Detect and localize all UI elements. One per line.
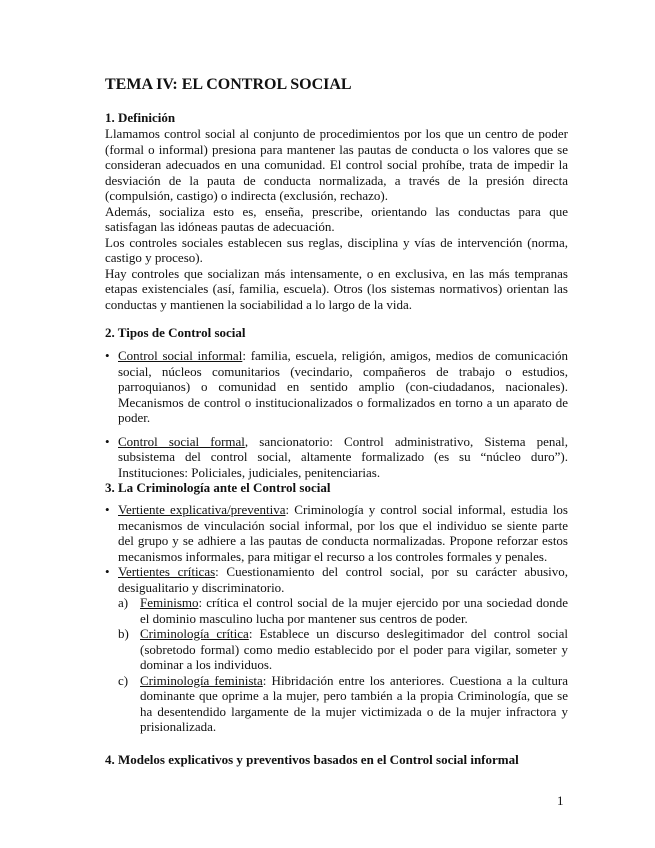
section-2-list [105,348,569,480]
paragraph: Los controles sociales establecen sus reglas, disciplina y vías de intervención (norma, castigo y proceso). [105,234,568,265]
item-term: Criminología crítica [140,626,249,641]
item-text: : Cuestionamiento del control social, por su carácter abusivo, desigualitario y discriminatorio. [118,564,569,595]
item-letter: a) [118,595,129,610]
item-text: : Establece un discurso deslegitimador del control social (sobretodo formal) como medio establecido por el poder para vigilar, someter y dominar a los individuos. [140,626,568,672]
section-3-list [105,502,569,735]
document-title: TEMA IV: EL CONTROL SOCIAL [105,76,352,93]
paragraph: Hay controles que socializan más intensamente, o en exclusiva, en las más tempranas etapas existenciales (así, familia, escuela). Otros (los sistemas normativos) orientan las conductas y mantienen la sociabilidad a lo largo de la vida. [105,265,568,312]
item-term: Vertiente explicativa/preventiva [118,502,286,517]
section-1-body [105,126,568,312]
section-2-heading: 2. Tipos de Control social [105,325,246,340]
item-term: Criminología feminista [140,672,263,688]
section-3-heading: 3. La Criminología ante el Control social [105,480,331,495]
section-4-heading: 4. Modelos explicativos y preventivos basados en el Control social informal [105,752,519,767]
item-text: : Criminología y control social informal, estudia los mecanismos de vinculación social informal, por los que el individuo se siente parte del grupo y se adhiere a las pautas de conducta normalizadas. Propone reforzar estos mecanismos informales, para mitigar el recurso a los controles formales y penales. [118,502,568,564]
item-letter: b) [118,626,129,641]
paragraph: Llamamos control social al conjunto de procedimientos por los que un centro de poder (formal o informal) presiona para mantener las pautas de conducta o los valores que se consideran adecuados en una comunidad. El control social prohíbe, trata de impedir la desviación de la pauta de conducta normalizada, a través de la presión directa (compulsión, castigo) o indirecta (exclusión, rechazo). [105,126,568,203]
page-number: 1 [557,793,564,808]
list-item: • Vertientes críticas: Cuestionamiento del control social, por su carácter abusivo, desigualitario y discriminatorio. [105,564,569,595]
item-term: Control social formal [118,433,245,449]
sub-item [114,595,568,626]
item-term: Vertientes críticas [118,564,216,579]
item-text: : Hibridación entre los anteriores. Cuestiona a la cultura dominante que oprime a la mujer, pero también a la propia Criminología, que se ha desentendido largamente de la mujer victimizada o de la mujer infractora y prisionalizada. [140,672,568,734]
sub-item [114,626,568,673]
item-letter: c) [118,672,129,688]
list-item: • Control social formal, sancionatorio: Control administrativo, Sistema penal, subsistema del control social, altamente formalizado (es su “núcleo duro”). Instituciones: Policiales, judiciales, penitenciarias. [105,433,568,480]
item-term: Feminismo [140,595,199,610]
paragraph: Además, socializa esto es, enseña, prescribe, orientando las conductas para que satisfagan las idóneas pautas de adecuación. [105,203,568,234]
section-1-heading: 1. Definición [105,110,176,125]
item-text: : crítica el control social de la mujer ejercido por una sociedad donde el dominio masculino lucha por mantener sus centros de poder. [140,595,568,626]
item-text: , sancionatorio: Control administrativo, Sistema penal, subsistema del control social, altamente formalizado (es su “núcleo duro”). Instituciones: Policiales, judiciales, penitenciarias. [118,433,568,480]
sub-item [114,673,568,735]
list-item: • Control social informal: familia, escuela, religión, amigos, medios de comunicación social, núcleos comunitarios (vecindario, compañeros de trabajo o estudios, parroquianos) o comunidad en sentido amplio (con-ciudadanos, nacionales). Mecanismos de control o institucionalizados o formalizados en torno a un aparato de poder. [105,348,569,425]
item-term: Control social informal [118,348,243,363]
item-text: : familia, escuela, religión, amigos, medios de comunicación social, núcleos comunitarios (vecindario, compañeros de trabajo o estudios, parroquianos) o comunidad en sentido amplio (con-ciudadanos, nacionales). Mecanismos de control o institucionalizados o formalizados en torno a un aparato de poder. [118,348,569,425]
list-item: • Vertiente explicativa/preventiva: Criminología y control social informal, estudia los mecanismos de vinculación social informal, por los que el individuo se siente parte del grupo y se adhiere a las pautas de conducta normalizadas. Propone reforzar estos mecanismos informales, para mitigar el recurso a los controles formales y penales. [105,502,568,564]
